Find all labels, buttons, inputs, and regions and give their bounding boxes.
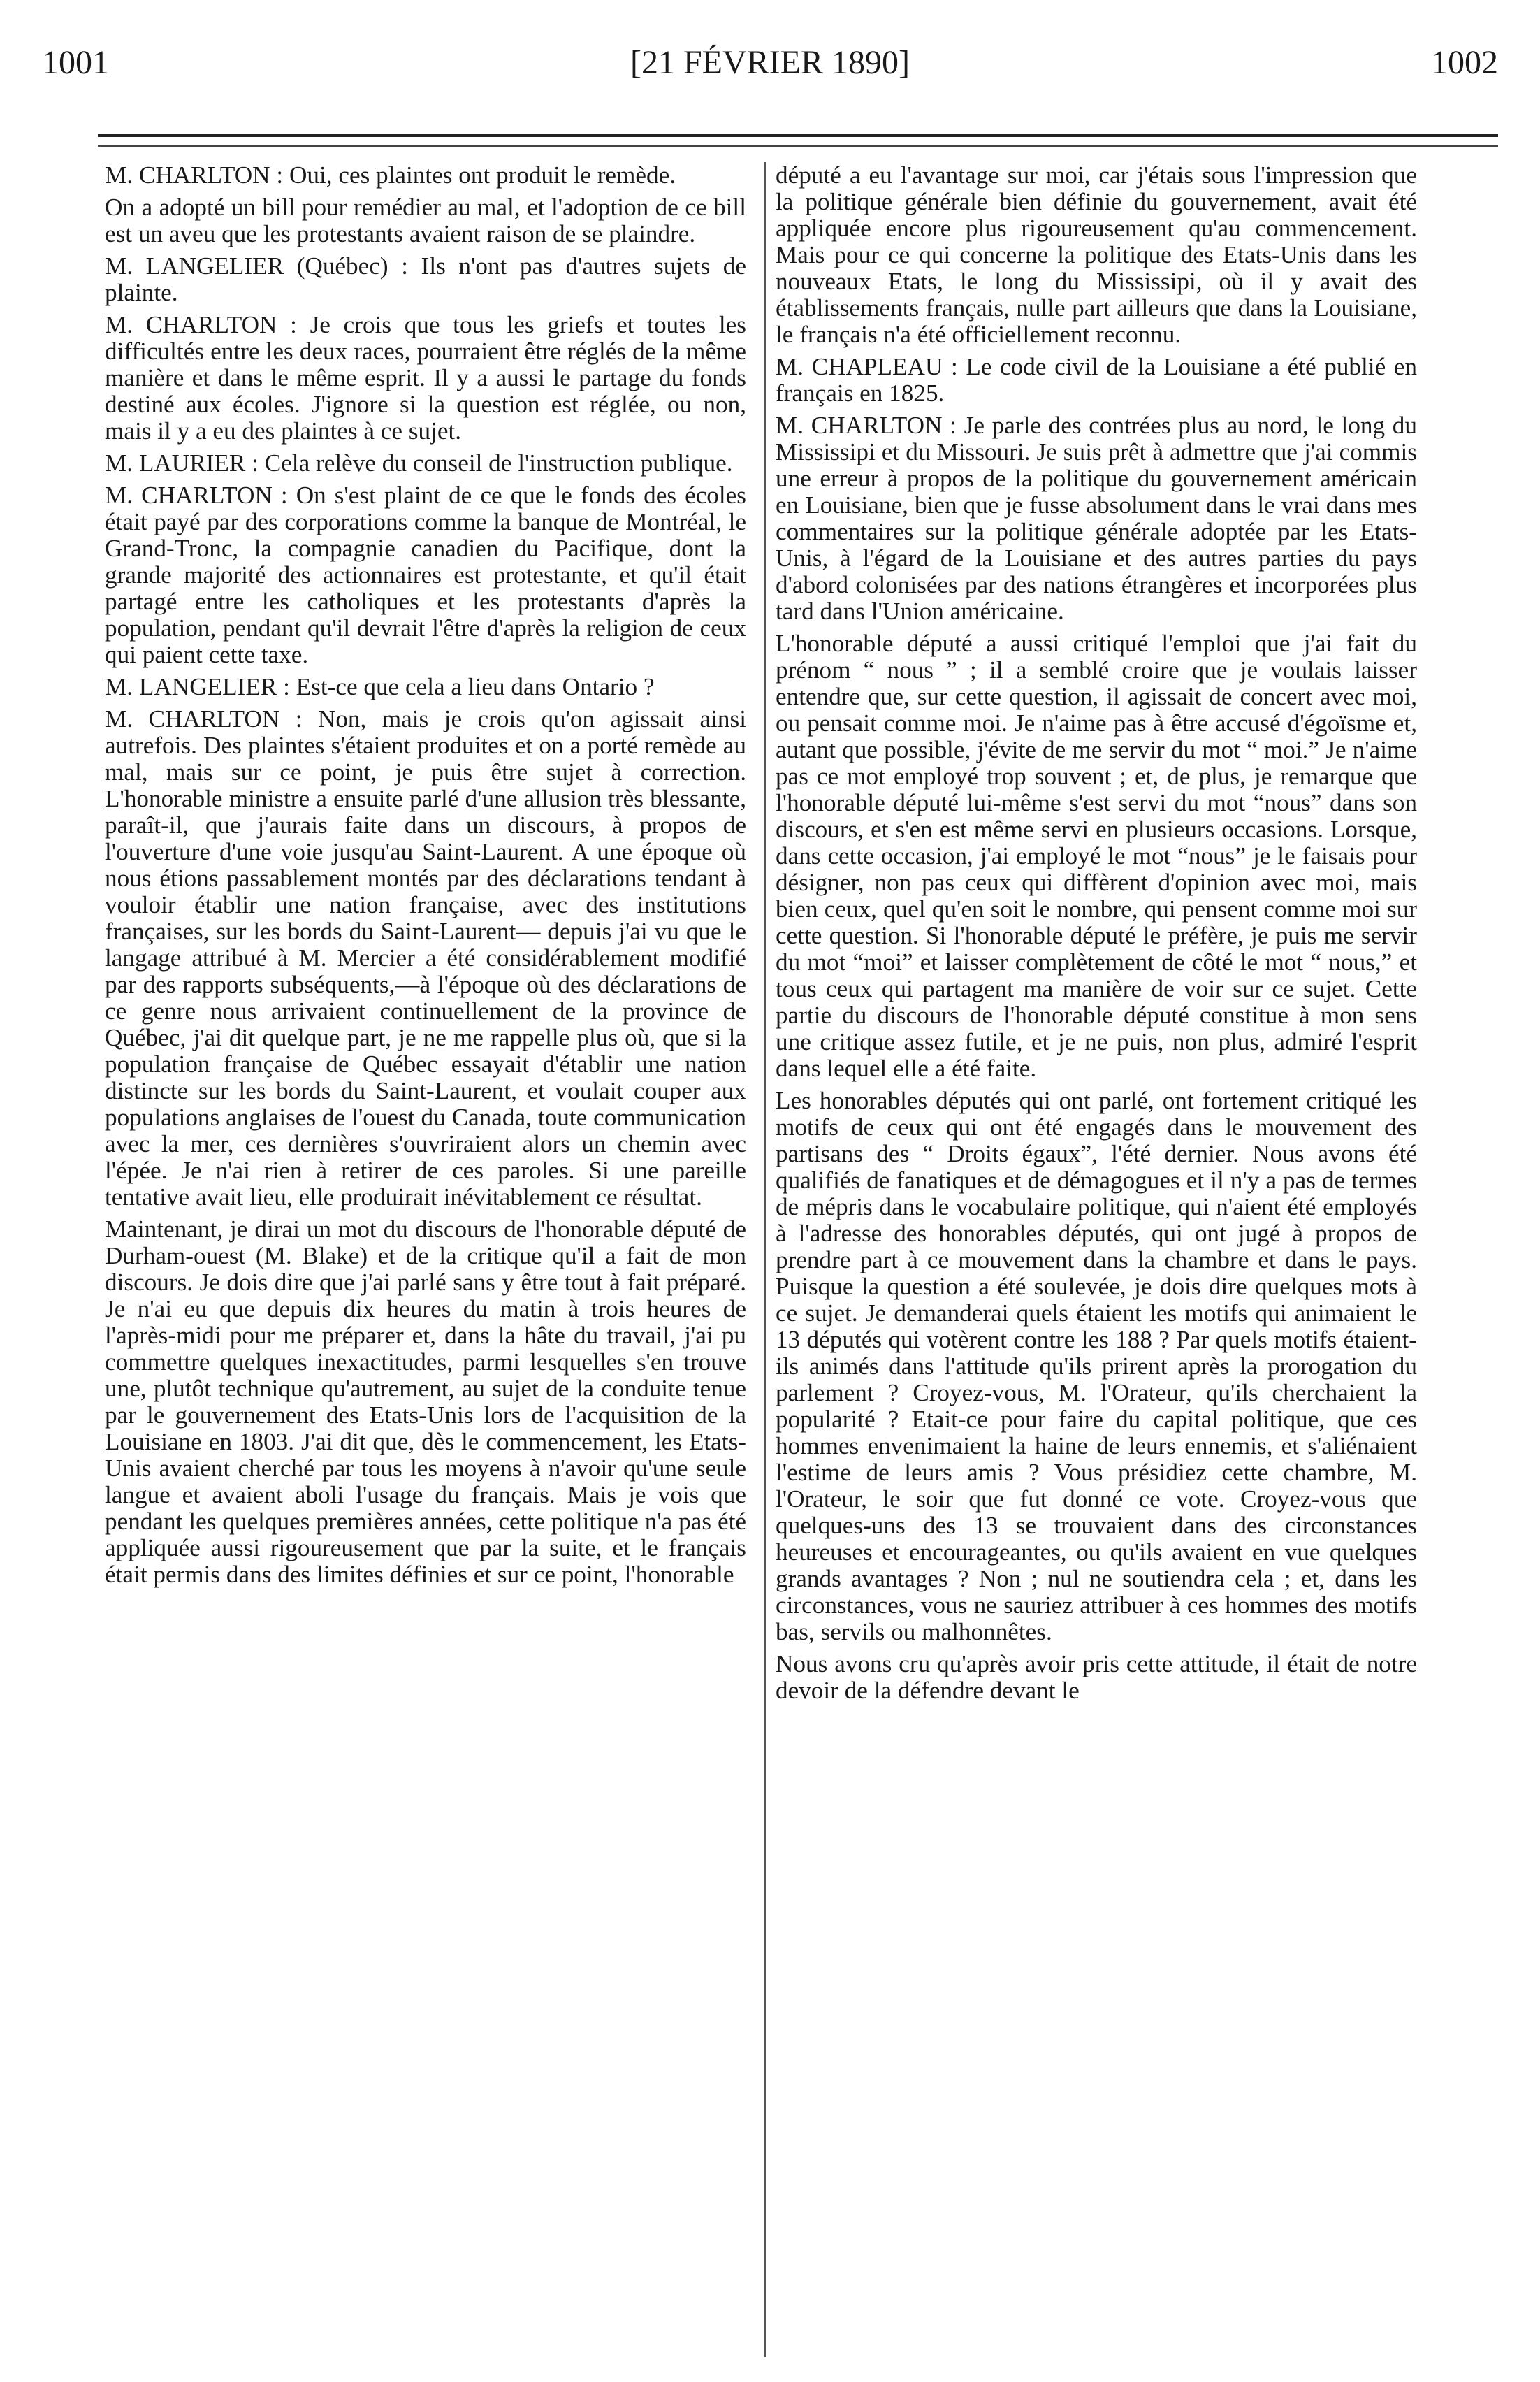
paragraph: On a adopté un bill pour remédier au mal, et l'adoption de ce bill est un aveu que les protestants avaient raison de se plaindre. — [105, 194, 746, 247]
column-divider — [764, 162, 766, 2357]
paragraph: M. LAURIER : Cela relève du conseil de l'instruction publique. — [105, 449, 733, 477]
right-column — [776, 162, 1417, 2364]
paragraph: M. CHAPLEAU : Le code civil de la Louisiane a été publié en français en 1825. — [776, 353, 1417, 407]
page-number-left: 1001 — [42, 44, 109, 81]
page-header — [42, 43, 1498, 106]
header-rule-thin — [98, 145, 1498, 147]
paragraph: L'honorable député a aussi critiqué l'emploi que j'ai fait du prénom “ nous ” ; il a semblé croire que je voulais laisser entendre que, sur cette question, il agissait de concert avec moi, ou pensait comme moi. Je n'aime pas à être accusé d'égoïsme et, autant que possible, j'évite de me servir du mot “ moi.” Je n'aime pas ce mot employé trop souvent ; et, de plus, je remarque que l'honorable député lui-même s'est servi du mot “nous” dans son discours, et s'en est même servi en plusieurs occasions. Lorsque, dans cette occasion, j'ai employé le mot “nous” je le faisais pour désigner, non pas ceux qui diffèrent d'opinion avec moi, mais bien ceux, quel qu'en soit le nombre, qui pensent comme moi sur cette question. Si l'honorable député le préfère, je puis me servir du mot “moi” et laisser complètement de côté le mot “ nous,” et tous ceux qui partagent ma manière de voir sur ce sujet. Cette partie du discours de l'honorable député constitue à mon sens une critique assez futile, et je ne puis, non plus, admiré l'esprit dans lequel elle a été faite. — [776, 630, 1417, 1082]
paragraph: M. LANGELIER : Est-ce que cela a lieu dans Ontario ? — [105, 673, 655, 700]
paragraph: M. CHARLTON : Oui, ces plaintes ont produit le remède. — [105, 162, 676, 189]
paragraph: M. CHARLTON : Non, mais je crois qu'on agissait ainsi autrefois. Des plaintes s'étaient produites et on a porté remède au mal, mais sur ce point, je puis être sujet à correction. L'honorable ministre a ensuite parlé d'une allusion très blessante, paraît-il, que j'aurais faite dans un discours, à propos de l'ouverture d'une voie jusqu'au Saint-Laurent. A une époque où nous étions passablement montés par des déclarations tendant à vouloir établir une nation française, avec des institutions françaises, sur les bords du Saint-Laurent— depuis j'ai vu que le langage attribué à M. Mercier a été considérablement modifié par des rapports subséquents,—à l'époque où des déclarations de ce genre nous arrivaient continuellement de la province de Québec, j'ai dit quelque part, je ne me rappelle plus où, que si la population française de Québec essayait d'établir une nation distincte sur les bords du Saint-Laurent, et voulait couper aux populations anglaises de l'ouest du Canada, toute communication avec la mer, ces dernières s'ouvriraient alors un chemin avec l'épée. Je n'ai rien à retirer de ces paroles. Si une pareille tentative avait lieu, elle produirait inévitablement ce résultat. — [105, 705, 746, 1211]
paragraph: M. CHARLTON : Je crois que tous les griefs et toutes les difficultés entre les deux races, pourraient être réglés de la même manière et dans le même esprit. Il y a aussi le partage du fonds destiné aux écoles. J'ignore si la question est réglée, ou non, mais il y a eu des plaintes à ce sujet. — [105, 311, 746, 445]
paragraph: député a eu l'avantage sur moi, car j'étais sous l'impression que la politique générale bien définie du gouvernement, avait été appliquée encore plus rigoureusement qu'au commencement. Mais pour ce qui concerne la politique des Etats-Unis dans les nouveaux Etats, le long du Mississipi, où il y avait des établissements français, nulle part ailleurs que dans la Louisiane, le français n'a été officiellement reconnu. — [776, 162, 1417, 348]
left-column — [105, 162, 746, 2364]
paragraph: Maintenant, je dirai un mot du discours de l'honorable député de Durham-ouest (M. Blake) et de la critique qu'il a fait de mon discours. Je dois dire que j'ai parlé sans y être tout à fait préparé. Je n'ai eu que depuis dix heures du matin à trois heures de l'après-midi pour me préparer et, dans la hâte du travail, j'ai pu commettre quelques inexactitudes, parmi lesquelles s'en trouve une, plutôt technique qu'autrement, au sujet de la conduite tenue par le gouvernement des Etats-Unis lors de l'acquisition de la Louisiane en 1803. J'ai dit que, dès le commencement, les Etats-Unis avaient cherché par tous les moyens à n'avoir qu'une seule langue et avaient aboli l'usage du français. Mais je vois que pendant les quelques premières années, cette politique n'a pas été appliquée aussi rigoureusement que par la suite, et le français était permis dans des limites définies et sur ce point, l'honorable — [105, 1215, 746, 1588]
paragraph: M. CHARLTON : On s'est plaint de ce que le fonds des écoles était payé par des corporations comme la banque de Montréal, le Grand-Tronc, la compagnie canadien du Pacifique, dont la grande majorité des actionnaires est protestante, et qu'il était partagé entre les catholiques et les protestants d'après la population, pendant qu'il devrait l'être d'après la religion de ceux qui paient cette taxe. — [105, 482, 746, 668]
paragraph: M. CHARLTON : Je parle des contrées plus au nord, le long du Mississipi et du Missouri. Je suis prêt à admettre que j'ai commis une erreur à propos de la politique du gouvernement américain en Louisiane, bien que je fusse absolument dans le vrai dans mes commentaires sur la politique générale adoptée par les Etats-Unis, à l'égard de la Louisiane et des autres parties du pays d'abord colonisées par des nations étrangères et incorporées plus tard dans l'Union américaine. — [776, 412, 1417, 625]
page-date-title: [21 FÉVRIER 1890] — [630, 44, 910, 81]
paragraph: Les honorables députés qui ont parlé, ont fortement critiqué les motifs de ceux qui ont été engagés dans le mouvement des partisans des “ Droits égaux”, l'été dernier. Nous avons été qualifiés de fanatiques et de démagogues et il n'y a pas de termes de mépris dans le vocabulaire politique, qui n'aient été employés à l'adresse des honorables députés, qui ont jugé à propos de prendre part à ce mouvement dans la chambre et dans le pays. Puisque la question a été soulevée, je dois dire quelques mots à ce sujet. Je demanderai quels étaient les motifs qui animaient le 13 députés qui votèrent contre les 188 ? Par quels motifs étaient-ils animés dans l'attitude qu'ils prirent après la prorogation du parlement ? Croyez-vous, M. l'Orateur, qu'ils cherchaient la popularité ? Etait-ce pour faire du capital politique, que ces hommes envenimaient la haine de leurs ennemis, et s'aliénaient l'estime de leurs amis ? Vous présidiez cette chambre, M. l'Orateur, le soir que fut donné ce vote. Croyez-vous que quelques-uns des 13 se trouvaient dans des circonstances heureuses et encourageantes, ou qu'ils avaient en vue quelques grands avantages ? Non ; nul ne soutiendra cela ; et, dans les circonstances, vous ne sauriez attribuer à ces hommes des motifs bas, servils ou malhonnêtes. — [776, 1087, 1417, 1645]
paragraph: Nous avons cru qu'après avoir pris cette attitude, il était de notre devoir de la défendre devant le — [776, 1650, 1417, 1704]
paragraph: M. LANGELIER (Québec) : Ils n'ont pas d'autres sujets de plainte. — [105, 252, 746, 306]
page-number-right: 1002 — [1431, 44, 1498, 81]
header-rule-thick — [98, 134, 1498, 137]
